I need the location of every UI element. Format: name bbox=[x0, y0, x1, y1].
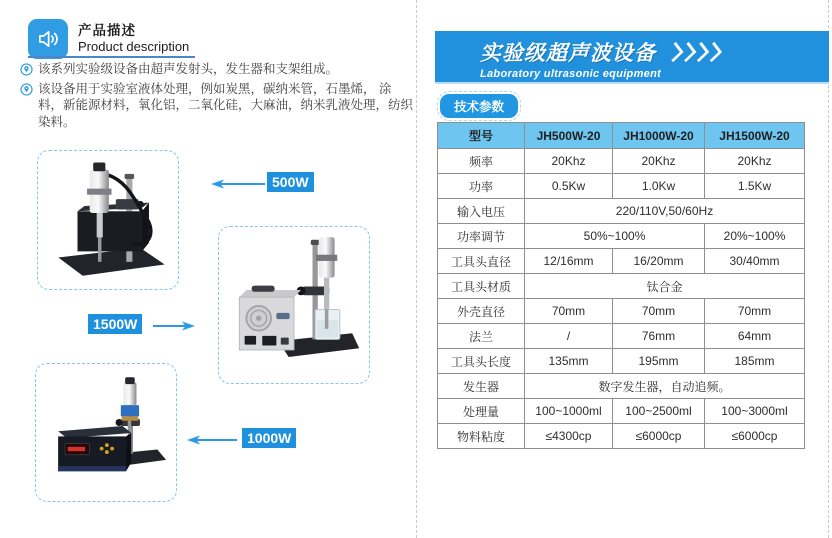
cell-value: 100~2500ml bbox=[613, 399, 705, 424]
table-row bbox=[438, 174, 805, 199]
chevrons-right-icon bbox=[668, 41, 726, 63]
cell-value: 70mm bbox=[705, 299, 805, 324]
cell-value: 64mm bbox=[705, 324, 805, 349]
row-label: 法兰 bbox=[438, 324, 525, 349]
cell-value: 76mm bbox=[613, 324, 705, 349]
table-row bbox=[438, 274, 805, 299]
table-row bbox=[438, 149, 805, 174]
section-title-en: Product description bbox=[78, 39, 190, 54]
product-photo-1000w bbox=[35, 363, 177, 502]
arrow-right-icon bbox=[152, 320, 196, 332]
list-item bbox=[20, 81, 416, 131]
section-banner bbox=[435, 31, 829, 84]
row-label: 工具头材质 bbox=[438, 274, 525, 299]
row-label: 功率调节 bbox=[438, 224, 525, 249]
header-underline bbox=[28, 56, 195, 58]
cell-value: 30/40mm bbox=[705, 249, 805, 274]
cell-value: 20Khz bbox=[705, 149, 805, 174]
row-label: 物料粘度 bbox=[438, 424, 525, 449]
banner-title-en: Laboratory ultrasonic equipment bbox=[480, 68, 662, 80]
cell-value: 100~1000ml bbox=[525, 399, 613, 424]
table-row bbox=[438, 349, 805, 374]
table-header-row bbox=[438, 123, 805, 149]
cell-value: 16/20mm bbox=[613, 249, 705, 274]
row-label: 频率 bbox=[438, 149, 525, 174]
cell-value: 50%~100% bbox=[525, 224, 705, 249]
row-label: 功率 bbox=[438, 174, 525, 199]
speaker-icon bbox=[28, 19, 68, 59]
cell-value: 1.5Kw bbox=[705, 174, 805, 199]
column-header: 型号 bbox=[438, 123, 525, 149]
cell-value: 135mm bbox=[525, 349, 613, 374]
column-header: JH1000W-20 bbox=[613, 123, 705, 149]
product-photo-1500w bbox=[218, 226, 370, 384]
arrow-left-icon bbox=[186, 434, 238, 446]
cell-value: ≤6000cp bbox=[705, 424, 805, 449]
table-row bbox=[438, 224, 805, 249]
product-photo-500w bbox=[37, 150, 179, 290]
tech-params-badge: 技术参数 bbox=[440, 94, 518, 118]
section-header bbox=[78, 23, 189, 55]
map-pin-icon bbox=[20, 83, 33, 96]
map-pin-icon bbox=[20, 63, 33, 76]
cell-value: 钛合金 bbox=[525, 274, 805, 299]
cell-value: 100~3000ml bbox=[705, 399, 805, 424]
row-label: 发生器 bbox=[438, 374, 525, 399]
table-row bbox=[438, 374, 805, 399]
cell-value: 70mm bbox=[525, 299, 613, 324]
row-label: 工具头长度 bbox=[438, 349, 525, 374]
row-label: 工具头直径 bbox=[438, 249, 525, 274]
power-label-1000w: 1000W bbox=[242, 428, 296, 448]
table-row bbox=[438, 399, 805, 424]
table-row bbox=[438, 424, 805, 449]
power-label-500w: 500W bbox=[267, 172, 314, 192]
row-label: 处理量 bbox=[438, 399, 525, 424]
cell-value: 20Khz bbox=[525, 149, 613, 174]
cell-value: 1.0Kw bbox=[613, 174, 705, 199]
bullet-text: 该设备用于实验室液体处理，例如炭黑，碳纳米管，石墨烯， 涂料，新能源材料，氧化铝，二氧化硅，大麻油，纳米乳液处理，纺织染料。 bbox=[38, 81, 414, 129]
table-row bbox=[438, 199, 805, 224]
table-row bbox=[438, 249, 805, 274]
cell-value: 70mm bbox=[613, 299, 705, 324]
column-header: JH500W-20 bbox=[525, 123, 613, 149]
cell-value: 185mm bbox=[705, 349, 805, 374]
table-row bbox=[438, 324, 805, 349]
cell-value: ≤6000cp bbox=[613, 424, 705, 449]
cell-value: 12/16mm bbox=[525, 249, 613, 274]
row-label: 外壳直径 bbox=[438, 299, 525, 324]
product-description-list bbox=[20, 61, 416, 133]
cell-value: / bbox=[525, 324, 613, 349]
row-label: 输入电压 bbox=[438, 199, 525, 224]
cell-value: 20Khz bbox=[613, 149, 705, 174]
cell-value: 20%~100% bbox=[705, 224, 805, 249]
table-row bbox=[438, 299, 805, 324]
section-title-zh: 产品描述 bbox=[78, 23, 136, 38]
bullet-text: 该系列实验级设备由超声发射头，发生器和支架组成。 bbox=[38, 62, 339, 76]
arrow-left-icon bbox=[210, 178, 266, 190]
cell-value: 数字发生器，自动追频。 bbox=[525, 374, 805, 399]
spec-table bbox=[437, 122, 805, 449]
list-item bbox=[20, 61, 416, 78]
divider-vertical-middle bbox=[416, 0, 417, 538]
cell-value: 0.5Kw bbox=[525, 174, 613, 199]
power-label-1500w: 1500W bbox=[88, 314, 142, 334]
cell-value: ≤4300cp bbox=[525, 424, 613, 449]
cell-value: 195mm bbox=[613, 349, 705, 374]
column-header: JH1500W-20 bbox=[705, 123, 805, 149]
cell-value: 220/110V,50/60Hz bbox=[525, 199, 805, 224]
banner-title-zh: 实验级超声波设备 bbox=[480, 42, 656, 65]
